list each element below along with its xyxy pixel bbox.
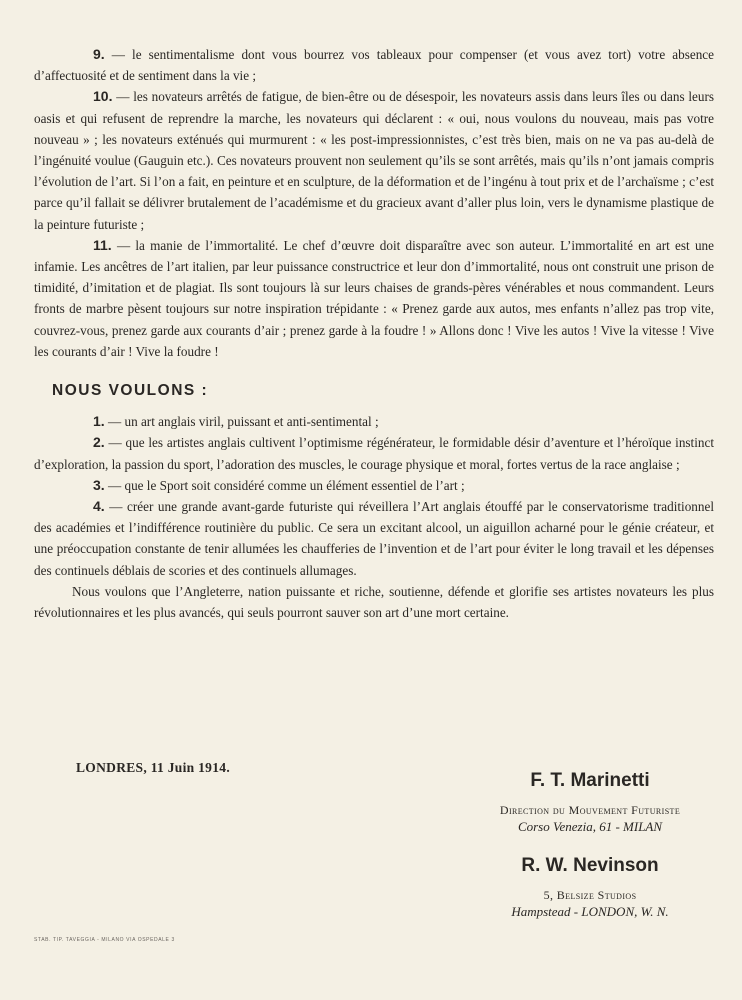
demand-text: — un art anglais viril, puissant et anti-sentimental ; (104, 414, 379, 430)
point-item (34, 86, 714, 234)
demand-item (34, 432, 714, 474)
demand-number: 2. (93, 434, 105, 451)
demand-text: — que le Sport soit considéré comme un élément essentiel de l’art ; (104, 477, 465, 493)
point-text: — les novateurs arrêtés de fatigue, de bien-être ou de désespoir, les novateurs assis dans leurs îles ou dans leurs oasis et qui refusent de reprendre la marche, les novateurs qui déclarent : « oui, nous voulons du nouveau, mais pas votre nouveau » ; les novateurs exténués qui murmurent : « les post-impressionnistes, c’est très bien, mais on ne va pas au-delà de l’ingénuité voulue (Gauguin etc.). Ces novateurs prouvent non seulement qu’ils se sont arrêtés, mais qu’ils n’ont jamais compris l’évolution de l’art. Si l’on a fait, en peinture et en sculpture, de la déformation et de l’ingénu à tout prix et de l’archaïsme ; c’est parce qu’il fallait se délivrer brutalement de l’académisme et du gracieux avant d’aller plus loin, vers le dynamisme plastique de la peinture futuriste ; (34, 89, 714, 232)
signatory-address: Corso Venezia, 61 - MILAN (517, 819, 663, 834)
demand-number: 1. (93, 413, 105, 430)
signatory-nevinson (460, 855, 720, 921)
point-text: — le sentimentalisme dont vous bourrez vos tableaux pour compenser (et vous avez tort) votre absence d’affectuosité et de sentiment dans la vie ; (34, 47, 714, 84)
signatory-title: 5, Belsize Studios (543, 888, 637, 902)
demand-number: 3. (93, 476, 105, 493)
printer-imprint: STAB. TIP. TAVEGGIA - MILANO VIA OSPEDALE 3 (34, 937, 175, 943)
demand-item (34, 411, 714, 432)
demand-text: — créer une grande avant-garde futuriste qui réveillera l’Art anglais étouffé par le conservatorisme traditionnel des académies et l’indifférence routinière du public. Ce sera un excitant alcool, un aiguillon acharné pour le génie créateur, et une préoccupation constante de tenir allumées les chaufferies de l’invention et de l’art pour éviter le long travail et les dépenses des continuels déblais de scories et des continuels allumages. (34, 499, 714, 578)
closing-paragraph: Nous voulons que l’Angleterre, nation puissante et riche, soutienne, défende et glorifie ses artistes novateurs les plus révolutionnaires et les plus avancés, qui seuls pourront sauver son art d’une mort certaine. (34, 583, 714, 621)
demand-item (34, 496, 714, 581)
signatory-name: F. T. Marinetti (530, 770, 650, 791)
demand-text: — que les artistes anglais cultivent l’optimisme régénérateur, le formidable désir d’aventure et l’héroïque instinct d’exploration, la passion du sport, l’adoration des muscles, le courage physique et moral, fortes vertus de la race anglaise ; (34, 435, 714, 472)
place-and-date: LONDRES, 11 Juin 1914. (76, 760, 231, 775)
signatory-title: Direction du Mouvement Futuriste (499, 803, 681, 817)
point-number: 9. (93, 46, 105, 62)
signatory-address: Hampstead - LONDON, W. N. (511, 904, 669, 919)
demand-number: 4. (93, 498, 105, 515)
point-number: 10. (93, 88, 113, 105)
demand-item (34, 475, 714, 496)
demands-list (34, 411, 714, 581)
signatory-name: R. W. Nevinson (521, 855, 659, 876)
point-item (34, 235, 714, 362)
signatory-marinetti (460, 770, 720, 836)
section-heading: NOUS VOULONS : (52, 382, 209, 400)
manifesto-body (34, 44, 714, 623)
point-item (34, 44, 714, 86)
point-text: — la manie de l’immortalité. Le chef d’œuvre doit disparaître avec son auteur. L’immortalité en art est une infamie. Les ancêtres de l’art italien, par leur puissance constructrice et leur don d’immortalité, nous ont construit une prison de timidité, d’imitation et de plagiat. Ils sont toujours là sur leurs chaises de grands-pères vénérables et nous commandent. Leurs fronts de marbre pèsent toujours sur notre inspiration trépidante : « Prenez garde aux autos, mes enfants n’allez pas trop vite, couvrez-vous, prenez garde aux courants d’air ; prenez garde à la foudre ! » Allons donc ! Vive les autos ! Vive la vitesse ! Vive les courants d’air ! Vive la foudre ! (34, 237, 714, 359)
point-number: 11. (93, 236, 112, 253)
